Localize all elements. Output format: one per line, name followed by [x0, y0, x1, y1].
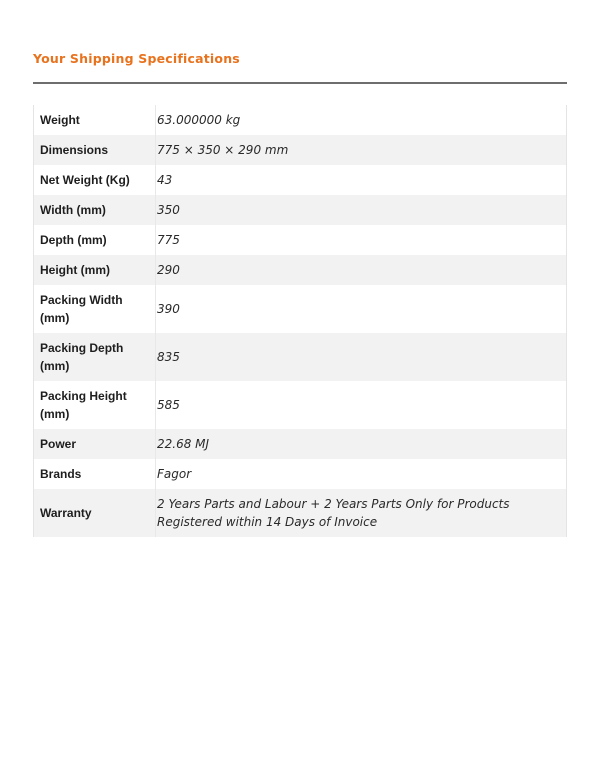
spec-label-packing-depth: Packing Depth (mm) [34, 333, 156, 381]
table-row [34, 489, 567, 537]
spec-label-height: Height (mm) [34, 255, 156, 285]
spec-label-weight: Weight [34, 105, 156, 135]
spec-value-brands: Fagor [156, 459, 567, 489]
spec-label-net-weight: Net Weight (Kg) [34, 165, 156, 195]
spec-label-depth: Depth (mm) [34, 225, 156, 255]
table-row [34, 225, 567, 255]
specifications-table [33, 105, 567, 537]
heading-divider [33, 82, 567, 84]
spec-value-net-weight: 43 [156, 165, 567, 195]
table-row [34, 105, 567, 135]
table-row [34, 165, 567, 195]
spec-label-brands: Brands [34, 459, 156, 489]
spec-value-height: 290 [156, 255, 567, 285]
spec-value-power: 22.68 MJ [156, 429, 567, 459]
spec-value-dimensions: 775 × 350 × 290 mm [156, 135, 567, 165]
table-row [34, 135, 567, 165]
table-row [34, 381, 567, 429]
table-row [34, 195, 567, 225]
spec-value-packing-width: 390 [156, 285, 567, 333]
spec-value-depth: 775 [156, 225, 567, 255]
table-row [34, 429, 567, 459]
spec-label-power: Power [34, 429, 156, 459]
spec-value-packing-height: 585 [156, 381, 567, 429]
section-heading: Your Shipping Specifications [33, 51, 240, 66]
spec-value-width: 350 [156, 195, 567, 225]
table-row [34, 459, 567, 489]
spec-label-dimensions: Dimensions [34, 135, 156, 165]
spec-label-warranty: Warranty [34, 489, 156, 537]
table-row [34, 255, 567, 285]
spec-value-warranty: 2 Years Parts and Labour + 2 Years Parts Only for Products Registered within 14 Days of Invoice [156, 489, 567, 537]
spec-value-packing-depth: 835 [156, 333, 567, 381]
spec-label-width: Width (mm) [34, 195, 156, 225]
spec-label-packing-height: Packing Height (mm) [34, 381, 156, 429]
table-row [34, 333, 567, 381]
spec-label-packing-width: Packing Width (mm) [34, 285, 156, 333]
spec-value-weight: 63.000000 kg [156, 105, 567, 135]
table-row [34, 285, 567, 333]
